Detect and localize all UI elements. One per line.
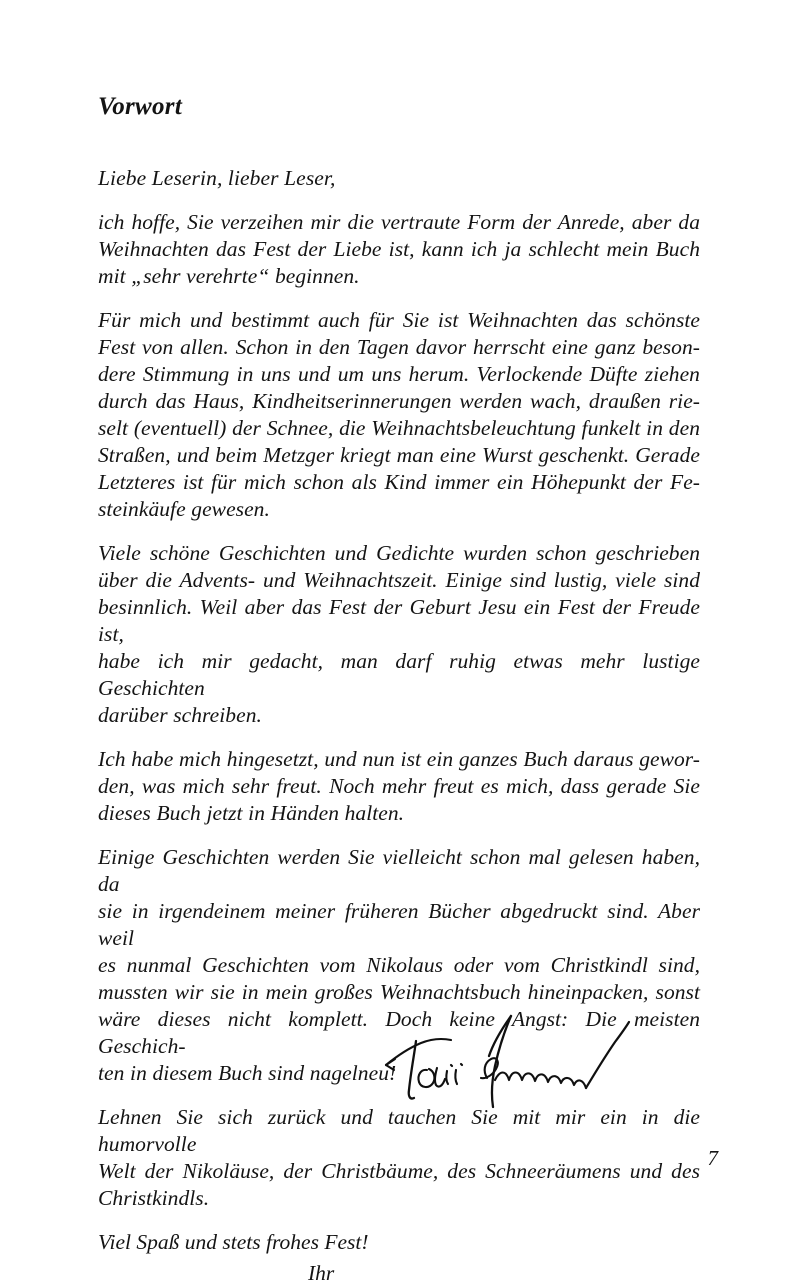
text-line: mit „sehr verehrte“ beginnen. bbox=[98, 264, 360, 288]
text-line: Straßen, und beim Metzger kriegt man eine Wurst geschenkt. Gerade bbox=[98, 443, 700, 467]
text-line: Welt der Nikoläuse, der Christbäume, des Schneeräumens und des bbox=[98, 1159, 700, 1183]
text-line: ten in diesem Buch sind nagelneu! bbox=[98, 1061, 397, 1085]
text-line: über die Advents- und Weihnachtszeit. Einige sind lustig, viele sind bbox=[98, 568, 700, 592]
text-line: Letzteres ist für mich schon als Kind immer ein Höhepunkt der Fe- bbox=[98, 470, 700, 494]
text-line: Für mich und bestimmt auch für Sie ist Weihnachten das schönste bbox=[98, 308, 700, 332]
text-line: Einige Geschichten werden Sie vielleicht schon mal gelesen haben, da bbox=[98, 845, 700, 896]
text-line: wäre dieses nicht komplett. Doch keine Angst: Die meisten Geschich- bbox=[98, 1007, 700, 1058]
paragraph-2 bbox=[98, 290, 700, 523]
text-line: sie in irgendeinem meiner früheren Bücher abgedruckt sind. Aber weil bbox=[98, 899, 700, 950]
text-line: Fest von allen. Schon in den Tagen davor herrscht eine ganz beson- bbox=[98, 335, 700, 359]
text-line: ich hoffe, Sie verzeihen mir die vertraute Form der Anrede, aber da bbox=[98, 210, 700, 234]
paragraph-1 bbox=[98, 192, 700, 290]
paragraph-4 bbox=[98, 729, 700, 827]
text-line: Weihnachten das Fest der Liebe ist, kann ich ja schlecht mein Buch bbox=[98, 237, 700, 261]
text-line: Viele schöne Geschichten und Gedichte wurden schon geschrieben bbox=[98, 541, 700, 565]
salutation: Liebe Leserin, lieber Leser, bbox=[98, 166, 336, 190]
text-line: es nunmal Geschichten vom Nikolaus oder vom Christkindl sind, bbox=[98, 953, 700, 977]
valediction: Ihr bbox=[308, 1261, 335, 1285]
text-line: dere Stimmung in uns und um uns herum. Verlockende Düfte ziehen bbox=[98, 362, 700, 386]
text-line: habe ich mir gedacht, man darf ruhig etwas mehr lustige Geschichten bbox=[98, 649, 700, 700]
paragraph-5 bbox=[98, 827, 700, 1087]
closing-line: Viel Spaß und stets frohes Fest! bbox=[98, 1230, 369, 1254]
text-line: Ich habe mich hingesetzt, und nun ist ein ganzes Buch daraus gewor- bbox=[98, 747, 700, 771]
text-line: dieses Buch jetzt in Händen halten. bbox=[98, 801, 405, 825]
page-number: 7 bbox=[707, 1146, 718, 1170]
text-line: darüber schreiben. bbox=[98, 703, 262, 727]
paragraph-6 bbox=[98, 1087, 700, 1212]
text-line: Lehnen Sie sich zurück und tauchen Sie mit mir ein in die humorvolle bbox=[98, 1105, 700, 1156]
text-line: steinkäufe gewesen. bbox=[98, 497, 270, 521]
text-line: durch das Haus, Kindheitserinnerungen werden wach, draußen rie- bbox=[98, 389, 700, 413]
text-line: besinnlich. Weil aber das Fest der Geburt Jesu ein Fest der Freude ist, bbox=[98, 595, 700, 646]
text-line: selt (eventuell) der Schnee, die Weihnachtsbeleuchtung funkelt in den bbox=[98, 416, 700, 440]
text-line: mussten wir sie in mein großes Weihnachtsbuch hineinpacken, sonst bbox=[98, 980, 700, 1004]
text-line: den, was mich sehr freut. Noch mehr freut es mich, dass gerade Sie bbox=[98, 774, 700, 798]
paragraph-3 bbox=[98, 523, 700, 729]
page-content bbox=[98, 0, 700, 1287]
text-line: Christkindls. bbox=[98, 1186, 210, 1210]
page-title: Vorwort bbox=[98, 93, 183, 120]
